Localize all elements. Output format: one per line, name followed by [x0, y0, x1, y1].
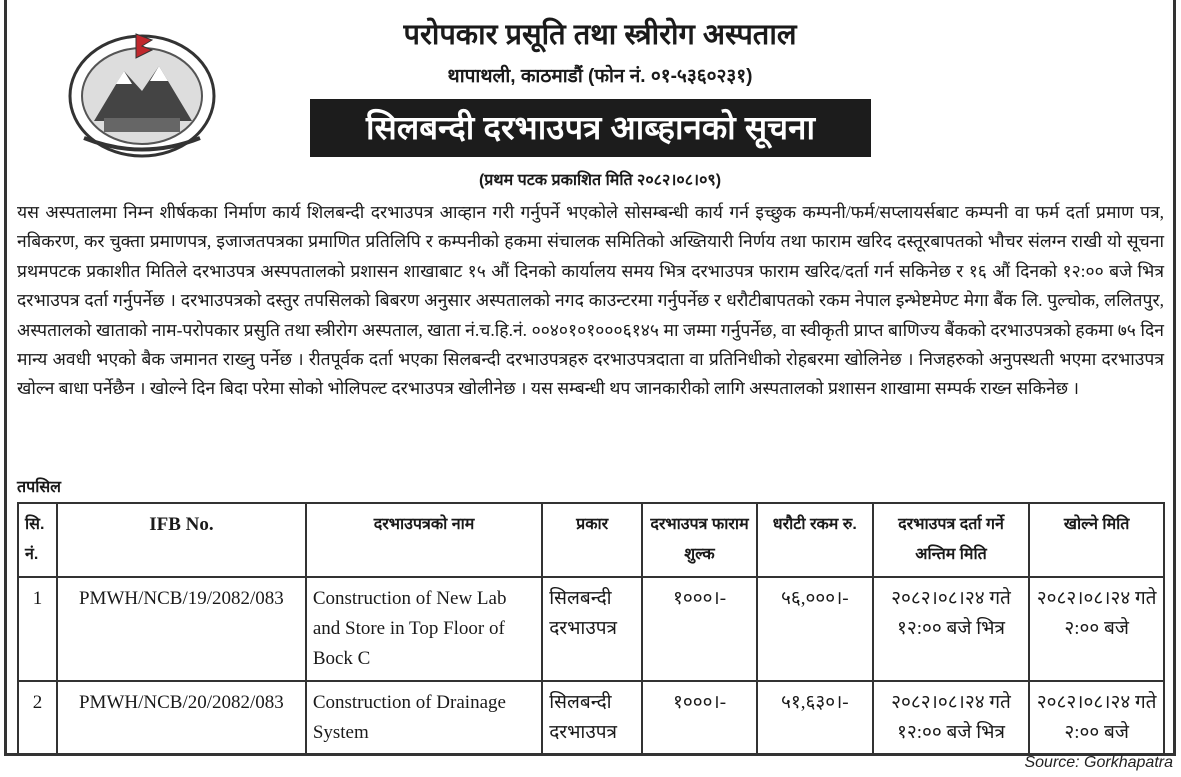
header-bid-name: दरभाउपत्रको नाम — [306, 503, 542, 577]
notice-title-banner: सिलबन्दी दरभाउपत्र आब्हानको सूचना — [310, 99, 871, 157]
cell-deposit: ५१,६३०।- — [757, 681, 873, 755]
table-header-row — [18, 503, 1164, 577]
cell-ifb-no: PMWH/NCB/20/2082/083 — [57, 681, 306, 755]
notice-body-paragraph: यस अस्पतालमा निम्न शीर्षकका निर्माण कार्य शिलबन्दी दरभाउपत्र आव्हान गरी गर्नुपर्ने भएकोले सोसम्बन्धी कार्य गर्न इच्छुक कम्पनी/फर्म/सप्लायर्सबाट कम्पनी वा फर्म दर्ता प्रमाण पत्र, नबिकरण, कर चुक्ता प्रमाणपत्र, इजाजतपत्रका प्रमाणित प्रतिलिपि र कम्पनीको हकमा संचालक समितिको अख्तियारी निर्णय तथा फाराम खरिद दस्तूरबापतको भौचर संलग्न राखी यो सूचना प्रथमपटक प्रकाशीत मितिले दरभाउपत्र अस्पपतालको प्रशासन शाखाबाट १५ औं दिनको कार्यालय समय भित्र दरभाउपत्र फाराम खरिद/दर्ता गर्न सकिनेछ र १६ औं दिनको १२:०० बजे भित्र दरभाउपत्र दर्ता गर्नुपर्नेछ । दरभाउपत्रको दस्तुर तपसिलको बिबरण अनुसार अस्पतालको नगद काउन्टरमा गर्नुपर्नेछ र धरौटीबापतको रकम नेपाल इन्भेष्टमेण्ट मेगा बैंक लि. पुल्चोक, ललितपुर, अस्पतालको खाताको नाम-परोपकार प्रसुति तथा स्त्रीरोग अस्पताल, खाता नं.च.हि.नं. ००४०१०१०००६१४५ मा जम्मा गर्नुपर्नेछ, वा स्वीकृती प्राप्त बाणिज्य बैंकको दरभाउपत्रको हकमा ७५ दिन मान्य अवधी भएको बैक जमानत राख्नु पर्नेछ । रीतपूर्वक दर्ता भएका सिलबन्दी दरभाउपत्रहरु दरभाउपत्रदाता वा प्रतिनिधीको रोहबरमा खोलिनेछ । निजहरुको अनुपस्थती भएमा दरभाउपत्र खोल्न बाधा पर्नेछैन । खोल्ने दिन बिदा परेमा सोको भोलिपल्ट दरभाउपत्र खोलीनेछ । यस सम्बन्धी थप जानकारीको लागि अस्पतालको प्रशासन शाखामा सम्पर्क राख्न सकिनेछ । — [17, 202, 1164, 399]
nepal-government-emblem — [64, 26, 220, 160]
header-ifb-no: IFB No. — [57, 503, 306, 577]
header-deposit: धरौटी रकम रु. — [757, 503, 873, 577]
cell-type: सिलबन्दी दरभाउपत्र — [542, 681, 642, 755]
cell-opening-date: २०८२।०८।२४ गते २:०० बजे — [1029, 681, 1164, 755]
cell-last-date: २०८२।०८।२४ गते १२:०० बजे भित्र — [873, 681, 1030, 755]
header-opening-date: खोल्ने मिति — [1029, 503, 1164, 577]
hospital-address: थापाथली, काठमाडौं (फोन नं. ०१-५३६०२३१) — [447, 66, 753, 87]
cell-serial: 2 — [18, 681, 57, 755]
cell-bid-name: Construction of Drainage System — [306, 681, 542, 755]
header-last-date: दरभाउपत्र दर्ता गर्ने अन्तिम मिति — [873, 503, 1030, 577]
tender-schedule-table — [17, 502, 1165, 756]
cell-form-fee: १०००।- — [642, 577, 757, 681]
cell-opening-date: २०८२।०८।२४ गते २:०० बजे — [1029, 577, 1164, 681]
hospital-name: परोपकार प्रसूति तथा स्त्रीरोग अस्पताल — [403, 19, 797, 51]
cell-bid-name: Construction of New Lab and Store in Top Floor of Bock C — [306, 577, 542, 681]
table-row — [18, 577, 1164, 681]
published-date: (प्रथम पटक प्रकाशित मिति २०८२।०८।०९) — [478, 172, 722, 189]
header-form-fee: दरभाउपत्र फाराम शुल्क — [642, 503, 757, 577]
cell-deposit: ५६,०००।- — [757, 577, 873, 681]
table-row — [18, 681, 1164, 755]
schedule-label: तपसिल — [17, 479, 62, 496]
cell-type: सिलबन्दी दरभाउपत्र — [542, 577, 642, 681]
header-type: प्रकार — [542, 503, 642, 577]
header-serial: सि. नं. — [18, 503, 57, 577]
source-credit: Source: Gorkhapatra — [1024, 754, 1173, 771]
cell-serial: 1 — [18, 577, 57, 681]
cell-form-fee: १०००।- — [642, 681, 757, 755]
cell-ifb-no: PMWH/NCB/19/2082/083 — [57, 577, 306, 681]
cell-last-date: २०८२।०८।२४ गते १२:०० बजे भित्र — [873, 577, 1030, 681]
